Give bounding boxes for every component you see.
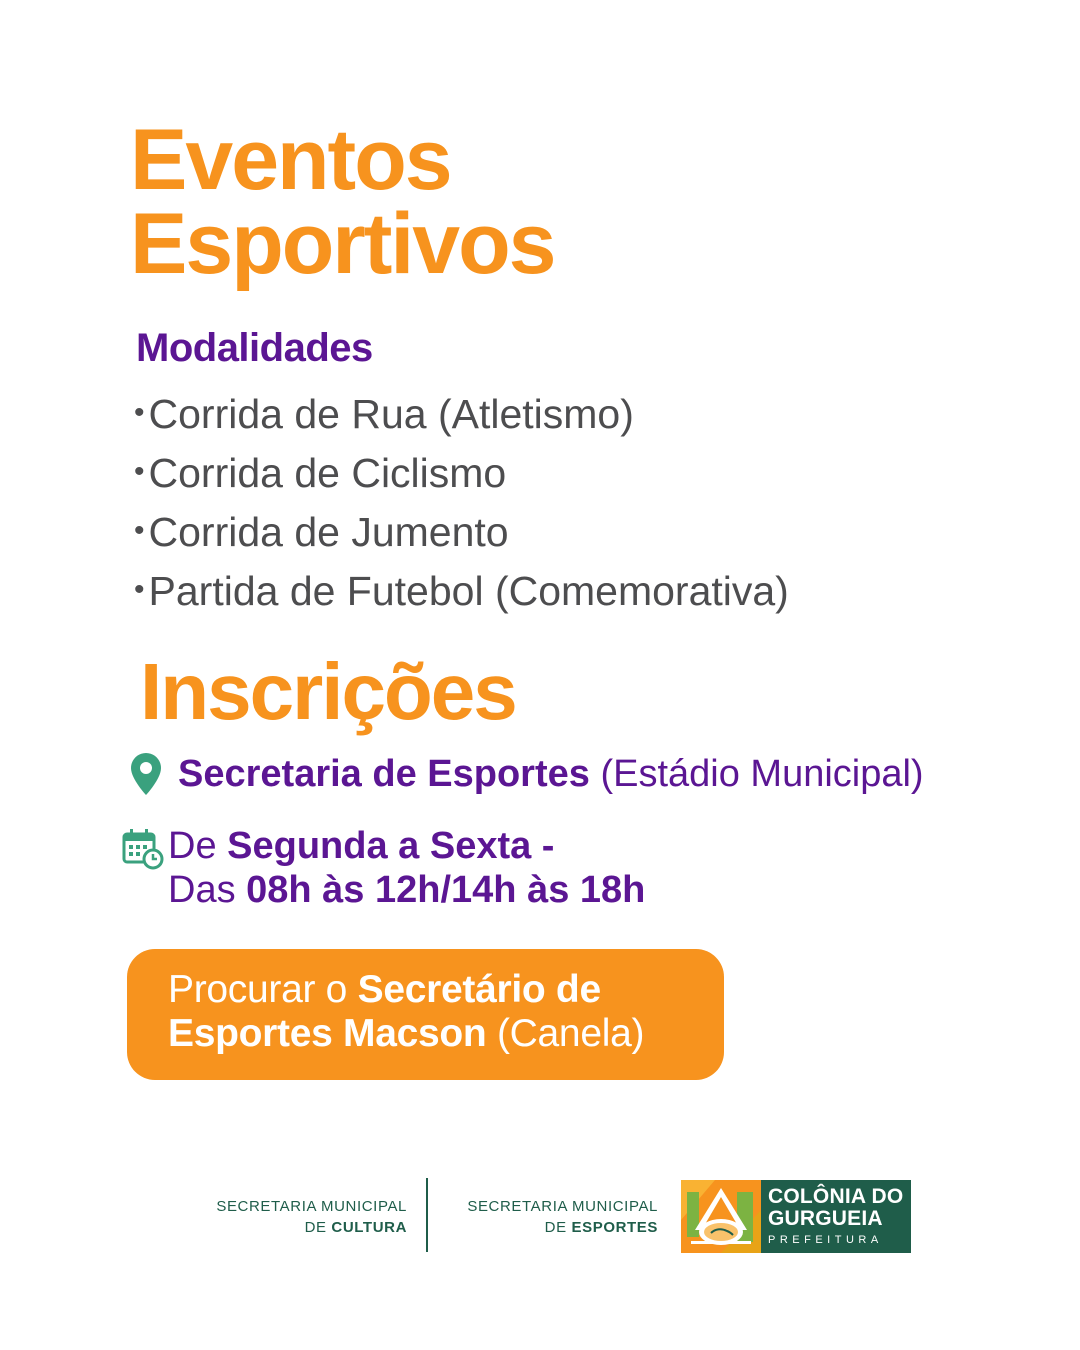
list-item-label: Corrida de Ciclismo [148, 450, 507, 496]
contact-line-2: Esportes Macson (Canela) [168, 1012, 645, 1055]
location-text [178, 753, 924, 796]
schedule-text [168, 824, 645, 912]
list-item: •Corrida de Jumento [134, 509, 509, 555]
contact-line-1: Procurar o Secretário de [168, 968, 601, 1011]
inscricoes-heading: Inscrições [140, 647, 516, 736]
map-pin-icon [130, 752, 162, 796]
page-title [130, 112, 555, 292]
modalidades-heading: Modalidades [136, 326, 373, 370]
footer-divider [426, 1178, 428, 1252]
schedule-block [122, 824, 645, 912]
schedule-days: De Segunda a Sexta - [168, 825, 555, 867]
location-row [130, 752, 924, 796]
location-detail: (Estádio Municipal) [600, 752, 924, 795]
prefeitura-logo [681, 1180, 911, 1253]
contact-banner [127, 949, 724, 1080]
municipal-emblem-icon [681, 1180, 761, 1253]
secretaria-esportes: SECRETARIA MUNICIPAL DE ESPORTES [467, 1198, 658, 1236]
list-item: •Corrida de Rua (Atletismo) [134, 391, 634, 437]
title-line-2: Esportivos [130, 196, 555, 292]
footer [0, 1178, 1080, 1258]
list-item: •Corrida de Ciclismo [134, 450, 507, 496]
calendar-clock-icon [122, 828, 164, 870]
list-item-label: Corrida de Jumento [148, 509, 509, 555]
logo-text: COLÔNIA DO GURGUEIA PREFEITURA [768, 1185, 904, 1246]
modalidades-list [134, 384, 789, 620]
list-item-label: Corrida de Rua (Atletismo) [148, 391, 634, 437]
schedule-hours: Das 08h às 12h/14h às 18h [168, 869, 646, 911]
title-line-1: Eventos [130, 112, 451, 208]
list-item-label: Partida de Futebol (Comemorativa) [148, 568, 789, 614]
location-name: Secretaria de Esportes [178, 752, 590, 795]
list-item: •Partida de Futebol (Comemorativa) [134, 568, 789, 614]
secretaria-cultura: SECRETARIA MUNICIPAL DE CULTURA [216, 1198, 407, 1236]
